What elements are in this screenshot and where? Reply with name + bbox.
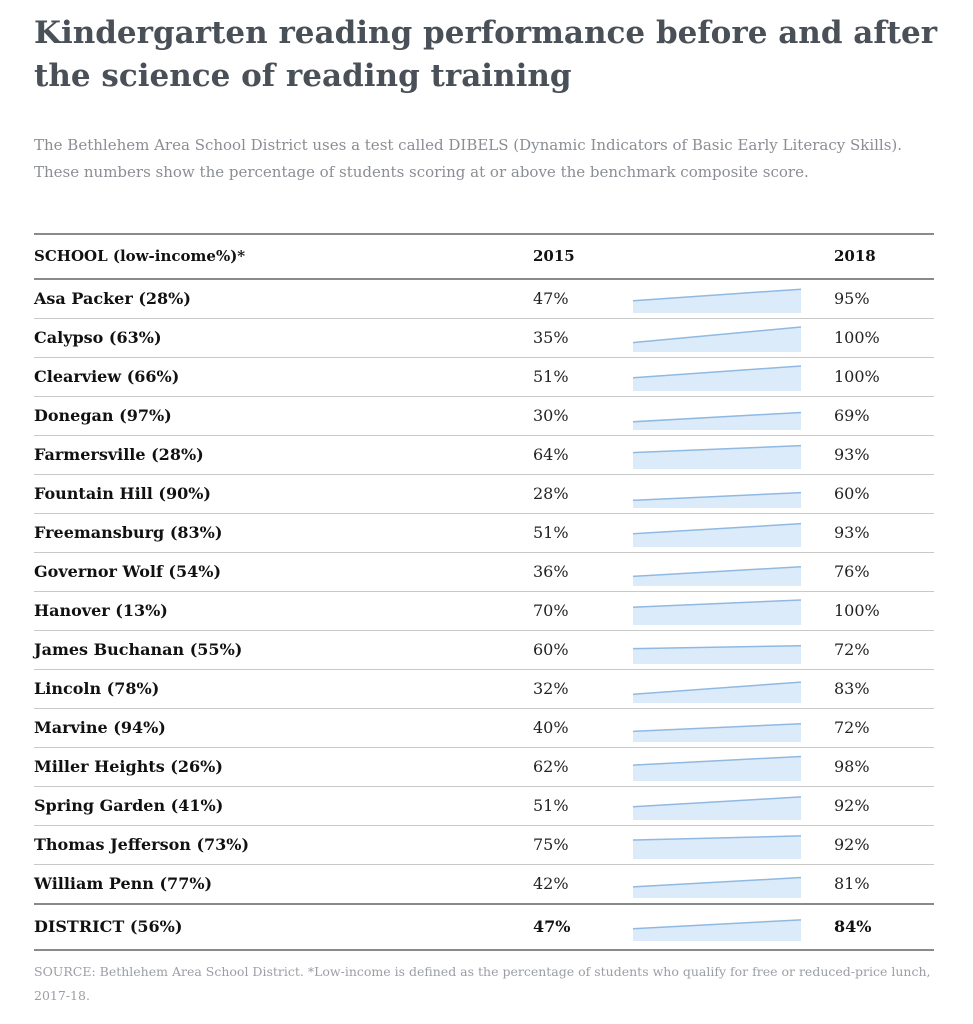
school-name: Spring Garden (41%) [34, 796, 224, 815]
value-2018: 72% [834, 640, 870, 659]
value-2018: 92% [834, 796, 870, 815]
value-2018: 81% [834, 874, 870, 893]
school-name: Asa Packer (28%) [34, 289, 191, 308]
value-2015: 36% [533, 562, 569, 581]
school-name: Miller Heights (26%) [34, 757, 223, 776]
sparkline-area [633, 493, 801, 508]
row-sparkline [633, 443, 801, 469]
sparkline-area [633, 920, 801, 941]
row-sparkline [633, 287, 801, 313]
reading-table [34, 233, 934, 951]
school-name: Donegan (97%) [34, 406, 172, 425]
table-row [34, 748, 934, 787]
chart-subtitle: The Bethlehem Area School District uses a test called DIBELS (Dynamic Indicators of Basic Early Literacy Skills). These numbers show the percentage of students scoring at or above the benchmark composite score. [34, 136, 903, 181]
school-name: Hanover (13%) [34, 601, 168, 620]
row-sparkline [633, 677, 801, 703]
value-2018: 60% [834, 484, 870, 503]
school-name: Farmersville (28%) [34, 445, 204, 464]
district-sparkline [633, 915, 801, 941]
header-2018: 2018 [834, 247, 876, 265]
table-header [34, 233, 934, 280]
value-2018: 100% [834, 601, 880, 620]
row-sparkline [633, 599, 801, 625]
school-name: Marvine (94%) [34, 718, 166, 737]
value-2015: 51% [533, 367, 569, 386]
sparkline-area [633, 567, 801, 586]
district-name: DISTRICT (56%) [34, 917, 183, 936]
district-2018: 84% [834, 917, 872, 936]
table-row [34, 592, 934, 631]
sparkline-area [633, 366, 801, 391]
school-name: Freemansburg (83%) [34, 523, 223, 542]
row-sparkline [633, 755, 801, 781]
sparkline-area [633, 724, 801, 742]
value-2015: 51% [533, 796, 569, 815]
row-sparkline [633, 404, 801, 430]
chart-title: Kindergarten reading performance before and after the science of reading training [34, 15, 938, 94]
school-name: James Buchanan (55%) [34, 640, 243, 659]
sparkline-area [633, 412, 801, 430]
table-row [34, 631, 934, 670]
sparkline-area [633, 524, 801, 547]
table-row [34, 670, 934, 709]
value-2018: 95% [834, 289, 870, 308]
sparkline-area [633, 327, 801, 352]
table-row [34, 397, 934, 436]
table-row [34, 865, 934, 903]
value-2018: 83% [834, 679, 870, 698]
value-2015: 40% [533, 718, 569, 737]
table-row [34, 319, 934, 358]
header-school: SCHOOL (low-income%)* [34, 247, 246, 265]
sparkline-area [633, 797, 801, 820]
row-sparkline [633, 794, 801, 820]
value-2018: 93% [834, 445, 870, 464]
table-row [34, 553, 934, 592]
school-name: Fountain Hill (90%) [34, 484, 211, 503]
row-sparkline [633, 365, 801, 391]
value-2015: 42% [533, 874, 569, 893]
row-sparkline [633, 482, 801, 508]
value-2018: 69% [834, 406, 870, 425]
school-name: Calypso (63%) [34, 328, 162, 347]
value-2015: 64% [533, 445, 569, 464]
value-2018: 100% [834, 328, 880, 347]
row-sparkline [633, 326, 801, 352]
table-body [34, 280, 934, 903]
row-sparkline [633, 833, 801, 859]
sparkline-area [633, 878, 801, 898]
table-row [34, 787, 934, 826]
value-2018: 98% [834, 757, 870, 776]
school-name: Thomas Jefferson (73%) [34, 835, 250, 854]
value-2015: 51% [533, 523, 569, 542]
row-sparkline [633, 872, 801, 898]
value-2015: 28% [533, 484, 569, 503]
value-2015: 62% [533, 757, 569, 776]
value-2018: 92% [834, 835, 870, 854]
table-row [34, 514, 934, 553]
table-row [34, 280, 934, 319]
table-row [34, 436, 934, 475]
value-2015: 70% [533, 601, 569, 620]
table-row [34, 709, 934, 748]
district-row [34, 903, 934, 951]
value-2015: 60% [533, 640, 569, 659]
header-2015: 2015 [533, 247, 575, 265]
sparkline-area [633, 289, 801, 313]
district-2015: 47% [533, 917, 571, 936]
value-2015: 35% [533, 328, 569, 347]
row-sparkline [633, 638, 801, 664]
school-name: Lincoln (78%) [34, 679, 160, 698]
value-2018: 100% [834, 367, 880, 386]
value-2018: 76% [834, 562, 870, 581]
table-row [34, 358, 934, 397]
table-row [34, 826, 934, 865]
value-2015: 32% [533, 679, 569, 698]
value-2018: 93% [834, 523, 870, 542]
row-sparkline [633, 560, 801, 586]
row-sparkline [633, 521, 801, 547]
school-name: Governor Wolf (54%) [34, 562, 222, 581]
row-sparkline [633, 716, 801, 742]
school-name: William Penn (77%) [34, 874, 213, 893]
value-2015: 47% [533, 289, 569, 308]
table-row [34, 475, 934, 514]
value-2015: 75% [533, 835, 569, 854]
source-note: SOURCE: Bethlehem Area School District. *Low-income is defined as the percentage of students who qualify for free or reduced-price lunch, 2017-18. [34, 964, 931, 1003]
value-2015: 30% [533, 406, 569, 425]
school-name: Clearview (66%) [34, 367, 180, 386]
value-2018: 72% [834, 718, 870, 737]
